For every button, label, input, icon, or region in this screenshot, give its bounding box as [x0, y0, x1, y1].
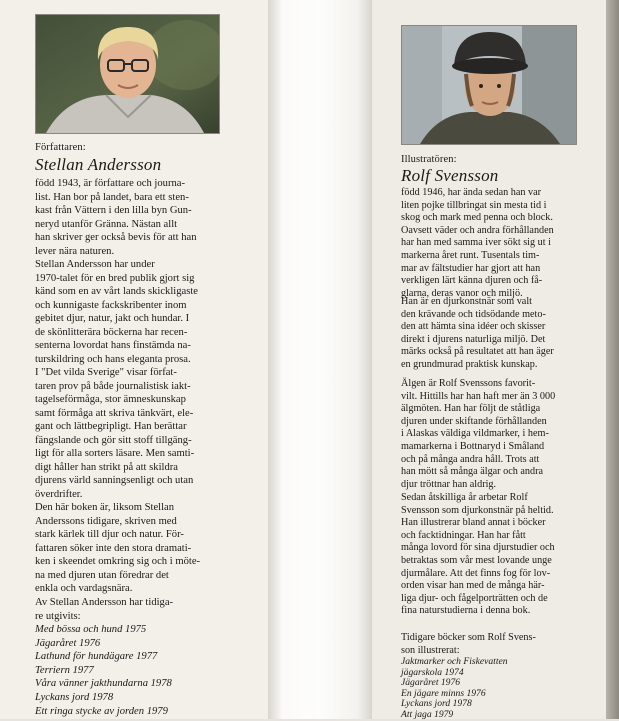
book-title: Lathund för hundägare 1977	[35, 651, 158, 663]
author-bio-paragraph: född 1943, är författare och journa- list. Han bor på landet, bara ett sten- kast från Vättern i den lilla byn Gun- neryd utanför Gränna. Nästan allt han skriver ger också bevis för att han lever nära naturen.	[35, 178, 197, 257]
book-title: Jaktmarker och Fiskevatten	[401, 656, 508, 667]
book-title: Lyckans jord 1978	[401, 698, 472, 710]
illustrator-bio-paragraph: född 1946, har ända sedan han var liten pojke tillbringat sin mesta tid i skog och mark med penna och block. Oavsett väder och andra förhållanden har han med samma iver sökt sig ut i markerna året runt. Tusentals tim- mar av fältstudier har gjort att han verkligen lärt känna djuren och få- glarna, deras vanor och miljö.	[401, 187, 554, 299]
author-label: Författaren:	[35, 142, 86, 153]
illustrator-bio-paragraph: Tidigare böcker som Rolf Svens- son illustrerat:	[401, 632, 536, 656]
author-book-list	[35, 623, 172, 718]
book-title: En jägare minns 1976	[401, 687, 486, 699]
right-edge-shadow	[606, 0, 619, 719]
book-title: Att jaga 1979	[401, 708, 454, 720]
illustrator-name: Rolf Svensson	[401, 166, 499, 185]
book-title: Ett ringa stycke av jorden 1979	[35, 705, 168, 717]
author-bio-paragraph: Stellan Andersson har under 1970-talet för en bred publik gjort sig känd som en av vårt lands skickligaste och kunnigaste fackskribenter inom gebitet djur, natur, jakt och hundar. I de skönlitterära böckerna har recen- senterna lovordat hans finstämda na- turskildring och hans eleganta prosa.	[35, 259, 198, 365]
book-title: Lyckans jord 1978	[35, 691, 114, 703]
illustrator-bio-paragraph: Älgen är Rolf Svenssons favorit- vilt. Hittills har han haft mer än 3 000 älgmöten. Han har följt de ståtliga djuren under skiftande förhållanden i Alaskas väldiga vildmarker, i hem- mamarkerna i Bottnaryd i Småland och på många andra håll. Trots att han mött så många älgar och andra djur tröttnar han aldrig.	[401, 378, 556, 490]
author-bio-paragraph: I "Det vilda Sverige" visar förfat- taren prov på både journalistisk iakt- tagelseförmåga, stor ämneskunskap samt förmåga att skriva tänkvärt, ele- gant och lättbegripligt. Han berättar fängslande och gör sitt stoff tillgäng- ligt för alla sorters läsare. Men samti- digt håller han strikt på att skildra djurens värld sanningsenligt och utan överdrifter.	[35, 367, 195, 500]
illustrator-book-list	[401, 657, 508, 721]
book-title: jägarskola 1974	[401, 666, 464, 678]
book-title: Med bössa och hund 1975	[35, 624, 147, 635]
book-title: Jägaråret 1976	[35, 637, 101, 649]
book-title: Terriern 1977	[35, 664, 94, 676]
illustrator-label: Illustratören:	[401, 154, 457, 165]
author-name: Stellan Andersson	[35, 155, 162, 174]
author-bio-paragraph: Av Stellan Andersson har tidiga- re utgivits:	[35, 597, 174, 622]
book-title: Jägaråret 1976	[401, 677, 461, 689]
book-title: Våra vänner jakthundarna 1978	[35, 678, 172, 690]
book-spine-gap	[268, 0, 372, 719]
author-photo	[35, 14, 220, 134]
author-bio-paragraph: Den här boken är, liksom Stellan Anderssons tidigare, skriven med stark kärlek till djur och natur. För- fattaren söker inte den stora dramati- ken i skeendet omkring sig och i möte- na med djuren utan föredrar det enkla och vardagsnära.	[35, 502, 201, 595]
illustrator-photo	[401, 25, 577, 145]
illustrator-bio-paragraph: Sedan åtskilliga år arbetar Rolf Svensson som djurkonstnär på heltid. Han illustrerar bland annat i böcker och facktidningar. Han har fått många lovord för sina djurstudier och betraktas som vår mest lovande unge djurmålare. Att det finns fog för lov- orden visar han med de många här- liga djur- och fågelporträtten och de fina naturstudierna i denna bok.	[401, 492, 555, 617]
illustrator-bio-paragraph: Han är en djurkonstnär som valt den krävande och tidsödande meto- den att hämta sina idéer och skisser direkt i djurens naturliga miljö. Det märks också på resultatet att han äger en grundmurad praktisk kunskap.	[401, 296, 554, 370]
